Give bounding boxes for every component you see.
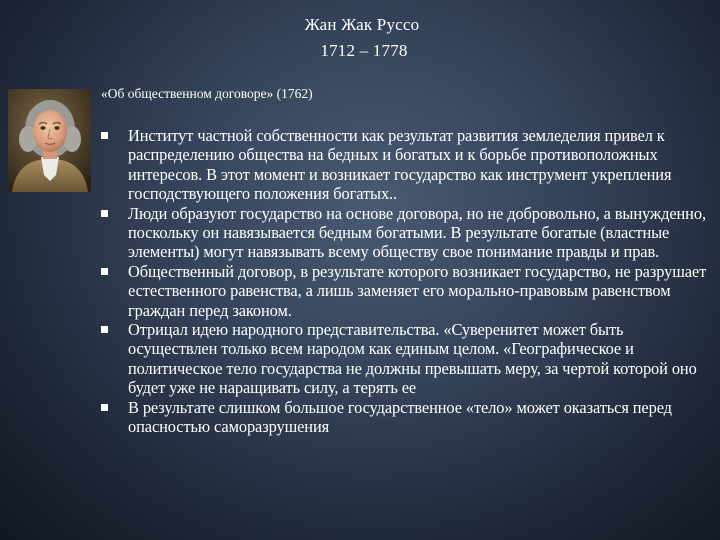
portrait-image <box>8 89 91 192</box>
bullet-text: Люди образуют государство на основе договора, но не добровольно, а вынужденно, поскольку он навязывается бедным богатыми. В результате богатые (властные элементы) могут навязывать всему обществу свое понимание правды и прав. <box>128 203 706 262</box>
square-bullet-icon <box>101 326 108 333</box>
slide-title: Жан Жак Руссо <box>304 15 420 34</box>
bullet-text: Общественный договор, в результате которого возникает государство, не разрушает естественного равенства, а лишь заменяет его морально-правовым равенством граждан перед законом. <box>128 261 707 320</box>
bullet-item <box>100 126 712 204</box>
bullet-text: В результате слишком большое государственное «тело» может оказаться перед опасностью саморазрушения <box>128 397 672 437</box>
bullet-item <box>100 398 712 437</box>
bullet-text: Институт частной собственности как результат развития земледелия привел к распределению общества на бедных и богатых и к борьбе противоположных интересов. В этот момент и возникает государство как инструмент укрепления господствующего положения богатых.. <box>128 126 672 204</box>
slide-subtitle: «Об общественном договоре» (1762) <box>101 86 313 101</box>
square-bullet-icon <box>101 210 108 217</box>
slide-years: 1712 – 1778 <box>320 41 408 60</box>
square-bullet-icon <box>101 132 108 139</box>
square-bullet-icon <box>101 404 108 411</box>
bullet-text: Отрицал идею народного представительства. «Суверенитет может быть осуществлен только всем народом как единым целом. «Географическое и политическое тело государства не должны превышать меру, за чертой которой оно будет уже не наращивать силу, а терять ее <box>128 320 697 398</box>
bullet-item <box>100 262 712 320</box>
bullet-item <box>100 204 712 262</box>
square-bullet-icon <box>101 268 108 275</box>
bullet-item <box>100 320 712 398</box>
bullet-list <box>100 126 712 437</box>
